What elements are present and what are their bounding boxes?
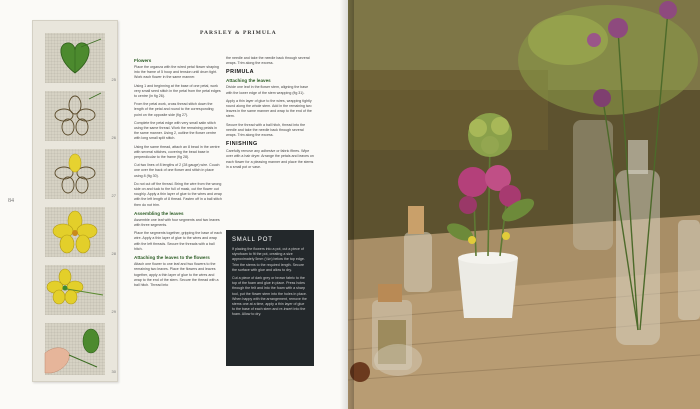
running-head: PARSLEY & PRIMULA (200, 30, 277, 36)
step-photo-strip (32, 20, 118, 382)
paragraph: Cut a piece of dark grey or brown fabric to the top of the foam and glue in place. Press holes through the felt and into the foam with a sharp tool, put the flower stem into the holes in place. When happy with the arrangement, remove the stems one at a time, apply a thin layer of glue to the base of each stem and re-insert into the foam. Allow to dry. (232, 276, 307, 317)
paragraph: From the petal work, cross thread stitch down the length of the petal and round to the corresponding point on the opposite side (fig 27). (134, 102, 214, 117)
paragraph: Place the segments together, gripping the base of each wire. Apply a thin layer of glue to the wires and wrap with the left threads. Secure the threads with a ball hitch. (134, 231, 222, 251)
step-number: 27 (111, 193, 116, 198)
paragraph: Assemble one leaf with four segments and two leaves with three segments. (134, 217, 220, 228)
paragraph: Apply a thin layer of glue to the wires, wrapping tightly round along the whole stem. Add in the remaining two leaves in the same manner and wrap to the end of the stem. (226, 98, 312, 119)
section-title: PRIMULA (226, 69, 255, 76)
step-photo (45, 91, 116, 141)
step-number: 30 (111, 369, 116, 374)
flower-outline-illustration (45, 91, 105, 141)
paragraph: Do not cut off the thread. Bring the wire from the wrong side on and tuck to the full of mask, cut the flower out roughly. Apply a thin layer of glue to the wires and wrap with the left length of 8 thread. Fasten off in a ball stitch then do not trim. (134, 181, 222, 207)
section-title: FINISHING (226, 141, 258, 148)
section-heading: Assembling the leaves (134, 210, 184, 216)
paragraph: Divide one leaf in the flower stem, aligning the base with the lower edge of the stem wrapping (fig 31). (226, 85, 309, 95)
hand-wrapping-illustration (45, 323, 105, 375)
step-photo (45, 149, 116, 199)
step-photo (45, 33, 116, 83)
box-heading: SMALL POT (232, 237, 273, 243)
step-number: 25 (111, 77, 116, 82)
step-photo (45, 207, 116, 257)
flower-complete-illustration (45, 207, 105, 257)
text-column-2 (226, 56, 314, 173)
small-pot-box (226, 230, 314, 366)
page-number: 84 (8, 198, 14, 204)
paragraph: Place the organza with the wired petal flower shaping into the frame of 5 hoop and tension until drum tight. Work each flower in the same manner. (134, 65, 219, 80)
step-photo (45, 265, 116, 315)
step-number: 29 (111, 309, 116, 314)
leaf-illustration (45, 33, 105, 83)
section-heading: Attaching the leaves (226, 78, 271, 84)
paragraph: Carefully remove any adhesive or fabric fibres. Wipe over with a hair dryer. Arrange the petals and leaves on each flower for a pleasing manner and place the stems in a small pot or vase. (226, 149, 314, 169)
paragraph: Secure the thread with a ball hitch, thread into the needle and take the needle back through several wraps. Trim along the excess. (226, 122, 306, 138)
step-number: 28 (111, 251, 116, 256)
paragraph: If placing the flowers into a pot, cut a piece of styrofoam to fit the pot, creating a size approximately 5mm (¼in) below the top edge. Trim the stems to the required length. Secure the surface with glue and allow to dry. (232, 247, 305, 272)
paragraph: Attach one flower to one leaf and two flowers to the remaining two leaves. Place the flowers and leaves together, apply a thin layer of glue to the wires and wrap to the end of the stem. Secure the thread with a ball hitch. Thread into (134, 262, 219, 287)
paragraph: Cut two lines of 8 lengths of 2 (28 gauge) wire. Couch one over the back of one flower and stitch in place using 8 (fig 30). (134, 163, 220, 178)
step-number: 26 (111, 135, 116, 140)
section-heading: Attaching the leaves to the flowers (134, 255, 210, 261)
paragraph: Using 1 and beginning at the base of one petal, work very small seed stitch in the petal from the petal edges to centre (in fig 26). (134, 83, 221, 99)
section-heading: Flowers (134, 58, 152, 63)
step-photo (45, 323, 116, 375)
paragraph: Using the same thread, attach an 8 bead in the centre with several stitches, covering the bead base in perpendicular to the frame (fig 28). (134, 144, 220, 160)
paragraph: Complete the petal edge with very small satin stitch using the same thread. Work the remaining petals in the same manner. Using 2, outline the flower centre with long small split stitch. (134, 120, 218, 141)
paragraph: the needle and take the needle back through several wraps. Trim along the excess. (226, 56, 310, 66)
flower-partial-illustration (45, 149, 105, 199)
flower-stem-illustration (45, 265, 105, 315)
text-column-1 (134, 56, 222, 291)
book-gutter (340, 0, 354, 409)
left-page (0, 0, 348, 409)
flower-arrangement-photo (348, 0, 700, 409)
photo-scene (348, 0, 700, 409)
